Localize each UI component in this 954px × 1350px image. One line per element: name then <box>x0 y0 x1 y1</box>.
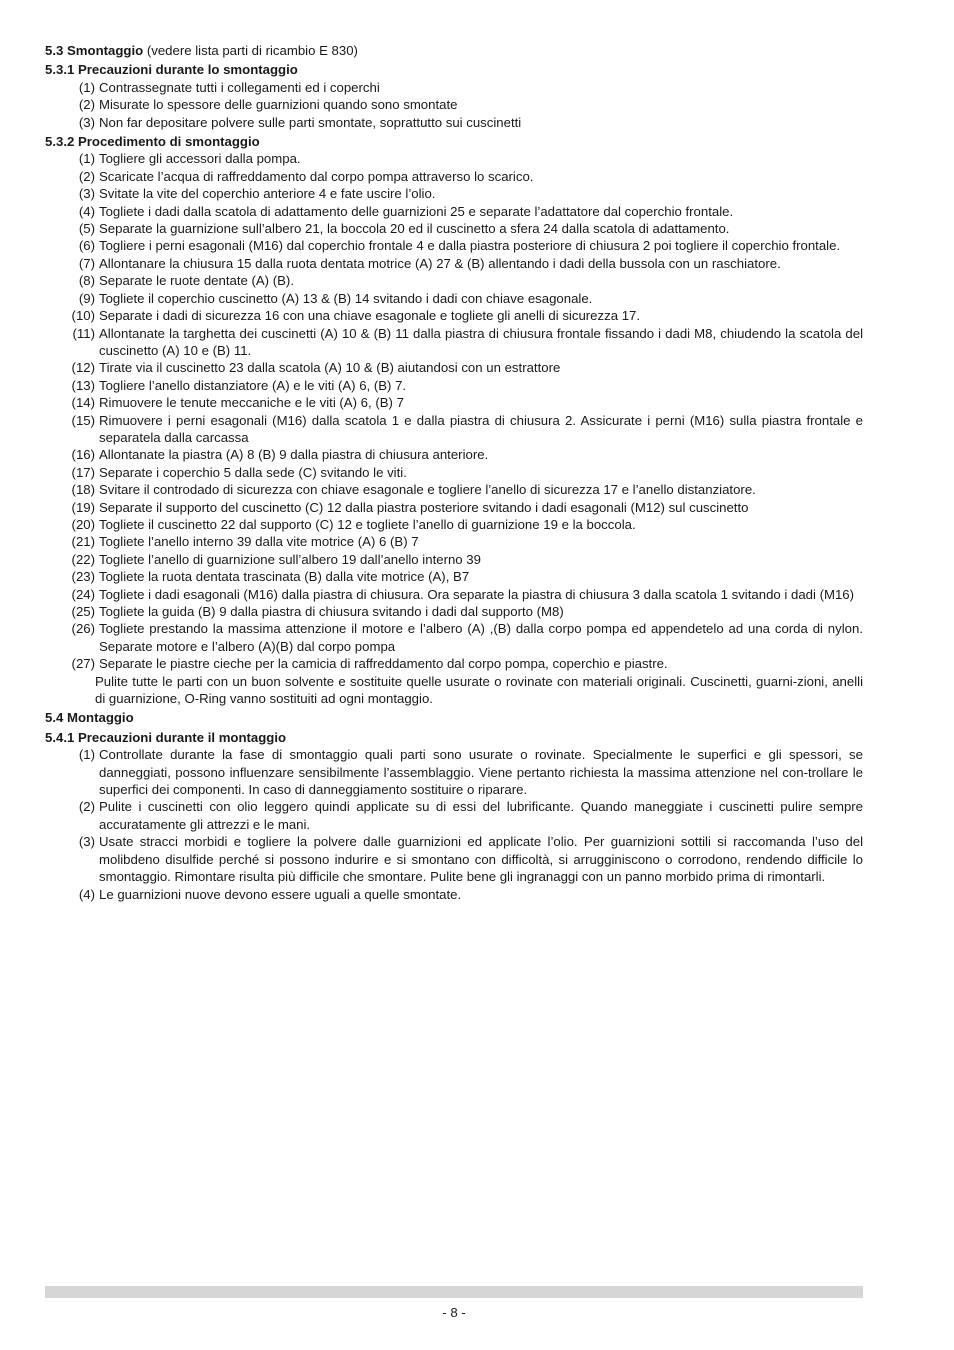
list-item-number: (4) <box>78 886 95 902</box>
list-item <box>45 551 863 568</box>
list-item-text: Misurate lo spessore delle guarnizioni quando sono smontate <box>99 97 458 113</box>
list-item-text: Le guarnizioni nuove devono essere uguali a quelle smontate. <box>99 886 462 902</box>
cleaning-note: Pulite tutte le parti con un buon solvente e sostituite quelle usurate o rovinate con materiali originali. Cuscinetti, guarni-zioni, anelli di guarnizione, O-Ring vanno sostituiti ad ogni montaggio. <box>95 673 863 707</box>
list-item-text: Togliete l’anello di guarnizione sull’albero 19 dall’anello interno 39 <box>99 551 481 567</box>
list-item-number: (2) <box>78 799 95 815</box>
list-item-text: Svitate la vite del coperchio anteriore 4 e fate uscire l’olio. <box>99 186 436 202</box>
list-item-text: Svitare il controdado di sicurezza con chiave esagonale e togliere l’anello di sicurezza 17 e l’anello distanziatore. <box>99 482 756 498</box>
list-item-number: (19) <box>71 499 95 515</box>
list-item-number: (3) <box>78 114 95 130</box>
list-item-number: (20) <box>71 516 95 532</box>
list-item-number: (13) <box>71 377 95 393</box>
list-item <box>45 168 863 185</box>
list-item <box>45 290 863 307</box>
list-item <box>45 394 863 411</box>
page-number: - 8 - <box>442 1305 466 1320</box>
list-item-number: (22) <box>71 551 95 567</box>
list-item-number: (10) <box>71 308 95 324</box>
list-item <box>45 568 863 585</box>
list-item <box>45 798 863 833</box>
list-item-number: (14) <box>71 395 95 411</box>
list-item-text: Scaricate l’acqua di raffreddamento dal corpo pompa attraverso lo scarico. <box>99 168 534 184</box>
list-item <box>45 533 863 550</box>
list-item-text: Pulite i cuscinetti con olio leggero quindi applicate su di essi del lubrificante. Quando maneggiate i cuscinetti pulire sempre accuratamente gli attrezzi e le mani. <box>99 799 863 832</box>
list-item-text: Togliete l’anello interno 39 dalla vite motrice (A) 6 (B) 7 <box>99 534 419 550</box>
list-item-text: Allontanare la chiusura 15 dalla ruota dentata motrice (A) 27 & (B) allentando i dadi della bussola con un raschiatore. <box>99 255 781 271</box>
list-item-number: (7) <box>78 255 95 271</box>
list-item-number: (23) <box>71 569 95 585</box>
list-item-number: (12) <box>71 360 95 376</box>
precautions-assembly-list <box>45 746 863 903</box>
list-item-number: (4) <box>78 203 95 219</box>
list-item-number: (5) <box>78 221 95 237</box>
list-item <box>45 746 863 798</box>
list-item <box>45 586 863 603</box>
list-item-number: (11) <box>72 325 95 341</box>
list-item-text: Separate le ruote dentate (A) (B). <box>99 273 294 289</box>
list-item-number: (27) <box>71 656 95 672</box>
section-5-3-title: 5.3 Smontaggio <box>45 43 144 58</box>
list-item-text: Togliere i perni esagonali (M16) dal coperchio frontale 4 e dalla piastra posteriore di chiusura 2 poi togliere il coperchio frontale. <box>99 238 841 254</box>
list-item-text: Usate stracci morbidi e togliere la polvere dalle guarnizioni ed applicate l’olio. Per guarnizioni sottili si raccomanda l’uso del molibdeno disulfide perché si possono indurire e si smontano con difficoltà, si arrugginiscono o corrodono, rendendo difficile lo smontaggio. Rimontare risulta più difficile che smontare. Pulite bene gli ingranaggi con un panno morbido prima di rimontarli. <box>99 834 863 885</box>
list-item-text: Togliete prestando la massima attenzione il motore e l’albero (A) ,(B) dalla corpo pompa ed appendetelo ad una corda di nylon. Separate motore e l’albero (A)(B) dal corpo pompa <box>99 621 863 654</box>
list-item-text: Togliete i dadi esagonali (M16) dalla piastra di chiusura. Ora separate la piastra di chiusura 3 dalla scatola 1 svitando i dadi (M16) <box>99 586 855 602</box>
list-item-text: Allontanate la piastra (A) 8 (B) 9 dalla piastra di chiusura anteriore. <box>99 447 489 463</box>
list-item-number: (21) <box>71 534 95 550</box>
list-item <box>45 359 863 376</box>
list-item <box>45 446 863 463</box>
list-item-number: (24) <box>71 586 95 602</box>
document-page <box>45 42 863 903</box>
list-item-text: Rimuovere i perni esagonali (M16) dalla scatola 1 e dalla piastra di chiusura 2. Assicurate i perni (M16) sulla piastra frontale e separatela dalla carcassa <box>99 412 863 445</box>
list-item-text: Controllate durante la fase di smontaggio quali parti sono usurate o rovinate. Specialmente le superfici e gli spessori, se danneggiati, possono influenzare sensibilmente l’assemblaggio. Viene pertanto richiesta la massima attenzione nel con-trollare le superfici dei componenti. In caso di danneggiamento sostituire o riparare. <box>99 747 863 798</box>
list-item <box>45 150 863 167</box>
list-item-number: (25) <box>71 604 95 619</box>
precautions-disassembly-list <box>45 79 863 131</box>
list-item-number: (1) <box>78 151 95 167</box>
list-item-text: Separate le piastre cieche per la camicia di raffreddamento dal corpo pompa, coperchio e piastre. <box>99 656 668 672</box>
list-item-text: Allontanate la targhetta dei cuscinetti (A) 10 & (B) 11 dalla piastra di chiusura frontale fissando i dadi M8, chiudendo la scatola del cuscinetto (A) 10 e (B) 11. <box>99 325 863 358</box>
list-item-text: Rimuovere le tenute meccaniche e le viti (A) 6, (B) 7 <box>99 395 404 411</box>
list-item-text: Togliete il coperchio cuscinetto (A) 13 & (B) 14 svitando i dadi con chiave esagonale. <box>99 290 593 306</box>
list-item-text: Contrassegnate tutti i collegamenti ed i coperchi <box>99 79 380 95</box>
list-item-number: (16) <box>71 447 95 463</box>
list-item <box>45 325 863 360</box>
list-item <box>45 655 863 672</box>
list-item-text: Non far depositare polvere sulle parti smontate, soprattutto sui cuscinetti <box>99 114 522 130</box>
list-item-number: (15) <box>71 412 95 428</box>
list-item-number: (2) <box>78 168 95 184</box>
list-item <box>45 307 863 324</box>
list-item-number: (6) <box>78 238 95 254</box>
list-item <box>45 412 863 447</box>
list-item <box>45 603 863 620</box>
list-item-number: (3) <box>78 186 95 202</box>
list-item <box>45 203 863 220</box>
list-item <box>45 620 863 655</box>
list-item-text: Togliete il cuscinetto 22 dal supporto (C) 12 e togliete l’anello di guarnizione 19 e la boccola. <box>99 516 636 532</box>
list-item <box>45 114 863 131</box>
section-5-3-1-heading: 5.3.1 Precauzioni durante lo smontaggio <box>45 62 298 78</box>
section-5-4-1-heading: 5.4.1 Precauzioni durante il montaggio <box>45 729 287 745</box>
list-item-text: Togliete la ruota dentata trascinata (B) dalla vite motrice (A), B7 <box>99 569 470 585</box>
list-item <box>45 185 863 202</box>
list-item-text: Tirate via il cuscinetto 23 dalla scatola (A) 10 & (B) aiutandosi con un estrattore <box>99 360 561 376</box>
list-item-text: Togliete la guida (B) 9 dalla piastra di chiusura svitando i dadi dal supporto (M8) <box>99 604 564 619</box>
list-item <box>45 464 863 481</box>
list-item-text: Separate il supporto del cuscinetto (C) 12 dalla piastra posteriore svitando i dadi esagonali (M12) sul cuscinetto <box>99 499 749 515</box>
list-item-text: Separate la guarnizione sull’albero 21, la boccola 20 ed il cuscinetto a sfera 24 dalla scatola di adattamento. <box>99 221 730 237</box>
list-item-text: Togliete i dadi dalla scatola di adattamento delle guarnizioni 25 e separate l’adattatore dal coperchio frontale. <box>99 203 734 219</box>
list-item-number: (17) <box>71 464 95 480</box>
section-5-3-subtitle: (vedere lista parti di ricambio E 830) <box>146 43 358 58</box>
list-item-number: (2) <box>78 97 95 113</box>
list-item-number: (8) <box>78 273 95 289</box>
list-item <box>45 377 863 394</box>
list-item-text: Separate i dadi di sicurezza 16 con una chiave esagonale e togliete gli anelli di sicurezza 17. <box>99 308 641 324</box>
list-item-number: (3) <box>78 834 95 850</box>
list-item-number: (26) <box>71 621 95 637</box>
list-item <box>45 481 863 498</box>
section-5-4-heading: 5.4 Montaggio <box>45 710 134 726</box>
footer-bar <box>45 1286 863 1298</box>
list-item <box>45 96 863 113</box>
list-item <box>45 499 863 516</box>
list-item <box>45 886 863 903</box>
list-item-text: Togliere gli accessori dalla pompa. <box>99 151 301 167</box>
section-5-3-heading <box>45 42 863 59</box>
list-item-number: (1) <box>78 747 95 763</box>
list-item <box>45 255 863 272</box>
list-item-number: (1) <box>78 79 95 95</box>
list-item <box>45 237 863 254</box>
section-5-3-2-heading: 5.3.2 Procedimento di smontaggio <box>45 134 260 150</box>
list-item <box>45 272 863 289</box>
list-item <box>45 220 863 237</box>
list-item-text: Separate i coperchio 5 dalla sede (C) svitando le viti. <box>99 464 407 480</box>
disassembly-procedure-list <box>45 150 863 672</box>
list-item <box>45 833 863 885</box>
list-item-number: (18) <box>71 482 95 498</box>
list-item-text: Togliere l’anello distanziatore (A) e le viti (A) 6, (B) 7. <box>99 377 407 393</box>
list-item <box>45 516 863 533</box>
list-item <box>45 79 863 96</box>
list-item-number: (9) <box>78 290 95 306</box>
